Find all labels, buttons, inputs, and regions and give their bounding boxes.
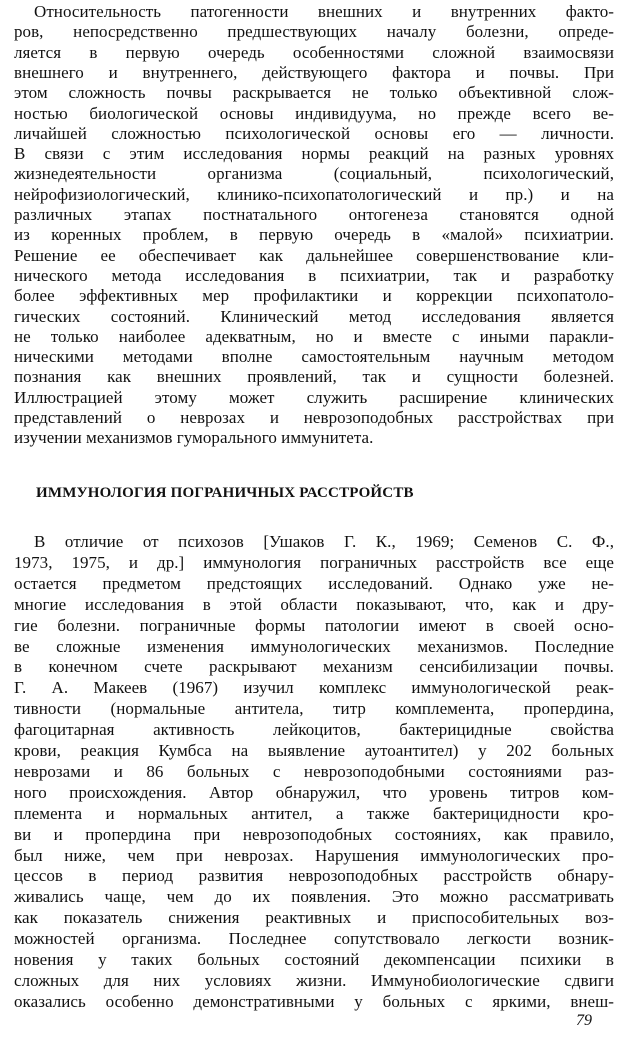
text-line: ляется в первую очередь особенностями сложной взаимосвязи <box>14 42 614 62</box>
text-line: ве сложные изменения иммунологических механизмов. Последние <box>14 636 614 656</box>
text-line: остается предметом предстоящих исследований. Однако уже не- <box>14 573 614 593</box>
text-line: личайшей сложностью психологической основы его — личности. <box>14 123 614 143</box>
text-line: ров, непосредственно предшествующих началу болезни, опреде- <box>14 22 614 42</box>
text-line: гических состояний. Клинический метод исследования является <box>14 306 614 326</box>
text-line: различных этапах постнатального онтогенеза становятся одной <box>14 205 614 224</box>
text-line: можностей организма. Последнее сопутствовало легкости возник- <box>14 929 614 949</box>
text-line: как показатель снижения реактивных и приспособительных воз- <box>14 908 614 928</box>
text-line: оказались особенно демонстративными у больных с яркими, внеш- <box>14 991 614 1011</box>
text-line: Иллюстрацией этому может служить расширение клинических <box>14 387 614 407</box>
text-line: этом сложность почвы раскрывается не только объективной слож- <box>14 83 614 103</box>
text-line: 1973, 1975, и др.] иммунология пограничных расстройств все еще <box>14 552 614 572</box>
text-line: В отличие от психозов [Ушаков Г. К., 1969; Семенов С. Ф., <box>34 532 614 551</box>
text-line: новения у таких больных состояний декомпенсации психики в <box>14 950 614 969</box>
text-line: многие исследования в этой области показывают, что, как и дру- <box>14 594 614 614</box>
text-line: гие болезни. пограничные формы патологии имеют в своей осно- <box>14 615 614 635</box>
section-heading: ИММУНОЛОГИЯ ПОГРАНИЧНЫХ РАССТРОЙСТВ <box>36 485 414 501</box>
text-line: живались чаще, чем до их появления. Это можно рассматривать <box>14 887 614 907</box>
text-line: ного происхождения. Автор обнаружил, что уровень титров ком- <box>14 782 614 802</box>
text-line: изучении механизмов гуморального иммунитета. <box>14 428 374 448</box>
text-line: более эффективных мер профилактики и коррекции психопатоло- <box>14 286 614 306</box>
text-line: ви и пропердина при неврозоподобных состояниях, как правило, <box>14 824 614 844</box>
text-line: цессов в период развития неврозоподобных расстройств обнару- <box>14 866 614 886</box>
text-line: в конечном счете раскрывают механизм сенсибилизации почвы. <box>14 657 614 677</box>
text-line: неврозами и 86 больных с неврозоподобными состояниями раз- <box>14 761 614 781</box>
page-number: 79 <box>576 1012 592 1029</box>
text-line: Г. А. Макеев (1967) изучил комплекс иммунологической реак- <box>14 678 614 698</box>
text-line: фагоцитарная активность лейкоцитов, бактерицидные свойства <box>14 720 614 740</box>
text-line: крови, реакция Кумбса на выявление аутоантител) у 202 больных <box>14 741 614 760</box>
text-line: познания как внешних проявлений, так и сущности болезней. <box>14 367 614 387</box>
text-line: представлений о неврозах и неврозоподобных расстройствах при <box>14 408 614 427</box>
text-line: нейрофизиологический, клинико-психопатологический и пр.) и на <box>14 184 614 204</box>
text-line: не только наиболее адекватным, но и вместе с иными паракли- <box>14 326 614 346</box>
text-line: ническими методами вполне самостоятельным научным методом <box>14 347 614 367</box>
text-line: сложных для них условиях жизни. Иммунобиологические сдвиги <box>14 970 614 990</box>
text-line: В связи с этим исследования нормы реакций на разных уровнях <box>14 144 614 164</box>
text-line: племента и нормальных антител, а также бактерицидности кро- <box>14 803 614 823</box>
text-line: жизнедеятельности организма (социальный, психологический, <box>14 164 614 184</box>
text-line: был ниже, чем при неврозах. Нарушения иммунологических про- <box>14 845 614 865</box>
text-line: Относительность патогенности внешних и внутренних факто- <box>34 2 614 21</box>
text-line: нического метода исследования в психиатрии, так и разработку <box>14 265 614 285</box>
text-line: из коренных проблем, в первую очередь в «малой» психиатрии. <box>14 225 614 245</box>
text-line: внешнего и внутреннего, действующего фактора и почвы. При <box>14 62 614 82</box>
text-line: тивности (нормальные антитела, титр комплемента, пропердина, <box>14 699 614 719</box>
text-line: Решение ее обеспечивает как дальнейшее совершенствование кли- <box>14 245 614 265</box>
text-line: ностью биологической основы индивидуума, но прежде всего ве- <box>14 103 614 123</box>
